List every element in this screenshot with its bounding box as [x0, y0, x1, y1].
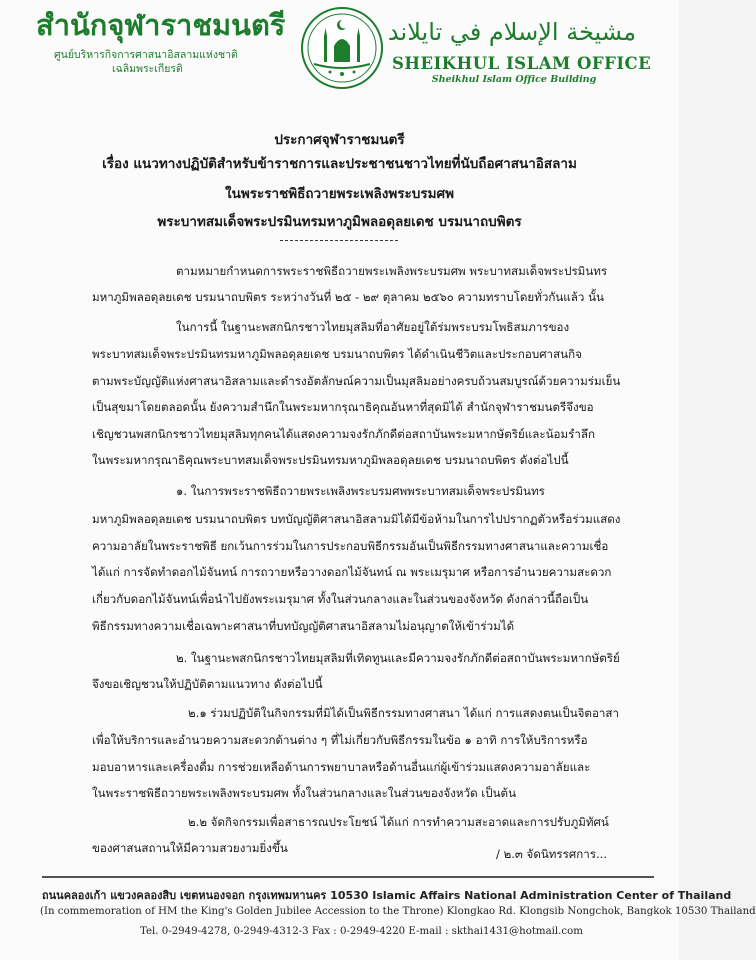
- paragraph-line: ๑. ในการพระราชพิธีถวายพระเพลิงพระบรมศพพระบาทสมเด็จพระปรมินทร: [176, 484, 545, 498]
- footer-divider: [42, 876, 654, 878]
- footer-address: ถนนคลองเก้า แขวงคลองสิบ เขตหนองจอก กรุงเทพมหานคร 10530 Islamic Affairs National Administration Center of Thailand: [42, 889, 732, 902]
- org-building-english: Sheikhul Islam Office Building: [431, 74, 597, 85]
- paragraph-line: ๒.๑ ร่วมปฏิบัติในกิจกรรมที่มิได้เป็นพิธีกรรมทางศาสนา ได้แก่ การแสดงตนเป็นจิตอาสา: [188, 706, 620, 720]
- paragraph-line: มหาภูมิพลอดุลยเดช บรมนาถบพิตร บทบัญญัติศาสนาอิสลามมิได้มีข้อห้ามในการไปปรากฏตัวหรือร่วมแสดง: [92, 512, 621, 526]
- org-subtitle-thai-2: เฉลิมพระเกียรติ: [112, 63, 183, 75]
- paragraph-line: ตามหมายกำหนดการพระราชพิธีถวายพระเพลิงพระบรมศพ พระบาทสมเด็จพระปรมินทร: [176, 264, 608, 278]
- paragraph-line: มอบอาหารและเครื่องดื่ม การช่วยเหลือด้านการพยาบาลหรือด้านอื่นแก่ผู้เข้าร่วมแสดงความอาลัยและ: [92, 760, 591, 774]
- paragraph-line: เชิญชวนพสกนิกรชาวไทยมุสลิมทุกคนได้แสดงความจงรักภักดีต่อสถาบันพระมหากษัตริย์และน้อมรำลึก: [92, 427, 595, 441]
- arabic-calligraphy-logo: [387, 10, 637, 52]
- paragraph-line: พิธีกรรมทางความเชื่อเฉพาะศาสนาที่บทบัญญัติศาสนาอิสลามไม่อนุญาตให้เข้าร่วมได้: [92, 619, 515, 633]
- paragraph-line: ๒.๒ จัดกิจกรรมเพื่อสาธารณประโยชน์ ได้แก่ การทำความสะอาดและการปรับภูมิทัศน์: [188, 815, 609, 829]
- paragraph-line: มหาภูมิพลอดุลยเดช บรมนาถบพิตร ระหว่างวันที่ ๒๕ - ๒๙ ตุลาคม ๒๕๖๐ ความทราบโดยทั่วกันแล้ว นั้น: [92, 290, 604, 304]
- paragraph-line: ในพระราชพิธีถวายพระเพลิงพระบรมศพ ทั้งในส่วนกลางและในส่วนของจังหวัด เป็นต้น: [92, 786, 516, 800]
- heading-divider: [280, 240, 398, 241]
- paragraph-line: พระบาทสมเด็จพระปรมินทรมหาภูมิพลอดุลยเดช บรมนาถบพิตร ได้ดำเนินชีวิตและประกอบศาสนกิจ: [92, 347, 582, 361]
- footer-commemoration: (In commemoration of HM the King's Golden Jubilee Accession to the Throne) Klongkao Rd. Klongsib Nongchok, Bangkok 10530 Thailand: [40, 906, 756, 917]
- paragraph-line: เป็นสุขมาโดยตลอดนั้น ยังความสำนึกในพระมหากรุณาธิคุณอันหาที่สุดมิได้ สำนักจุฬาราชมนตรีจึงขอ: [92, 400, 594, 414]
- org-subtitle-thai: ศูนย์บริหารกิจการศาสนาอิสลามแห่งชาติ: [54, 49, 238, 61]
- paragraph-line: ความอาลัยในพระราชพิธี ยกเว้นการร่วมในการประกอบพิธีกรรมอันเป็นพิธีกรรมทางศาสนาและความเชื่อ: [92, 539, 609, 553]
- paragraph-line: ในพระมหากรุณาธิคุณพระบาทสมเด็จพระปรมินทรมหาภูมิพลอดุลยเดช บรมนาถบพิตร ดังต่อไปนี้: [92, 453, 569, 467]
- org-name-thai: สำนักจุฬาราชมนตรี: [36, 8, 286, 42]
- paragraph-line: ในการนี้ ในฐานะพสกนิกรชาวไทยมุสลิมที่อาศัยอยู่ใต้ร่มพระบรมโพธิสมภารของ: [176, 320, 570, 334]
- org-name-english: SHEIKHUL ISLAM OFFICE: [392, 54, 652, 73]
- paragraph-line: ๒. ในฐานะพสกนิกรชาวไทยมุสลิมที่เทิดทูนและมีความจงรักภักดีต่อสถาบันพระมหากษัตริย์: [176, 651, 620, 665]
- arabic-calligraphy: مشيخة الإسلام في تايلاند: [387, 18, 637, 46]
- paragraph-line: เพื่อให้บริการและอำนวยความสะดวกด้านต่าง ๆ ที่ไม่เกี่ยวกับพิธีกรรมในข้อ ๑ อาทิ การให้บริการหรือ: [92, 733, 588, 747]
- subject-line-2: ในพระราชพิธีถวายพระเพลิงพระบรมศพ: [225, 186, 454, 202]
- paragraph-line: ตามพระบัญญัติแห่งศาสนาอิสลามและดำรงอัตลักษณ์ความเป็นมุสลิมอย่างครบถ้วนสมบูรณ์ด้วยความร่มเย็น: [92, 374, 621, 388]
- mosque-emblem-icon: [300, 6, 384, 90]
- paragraph-line: จึงขอเชิญชวนให้ปฏิบัติตามแนวทาง ดังต่อไปนี้: [92, 677, 323, 691]
- paragraph-line: เกี่ยวกับดอกไม้จันทน์เพื่อนำไปยังพระเมรุมาศ ทั้งในส่วนกลางและในส่วนของจังหวัด ดังกล่าวนี้ถือเป็น: [92, 592, 589, 606]
- paragraph-line: ได้แก่ การจัดทำดอกไม้จันทน์ การถวายหรือวางดอกไม้จันทน์ ณ พระเมรุมาศ หรือการอำนวยความสะดวก: [92, 565, 612, 579]
- footer-contact: Tel. 0-2949-4278, 0-2949-4312-3 Fax : 0-2949-4220 E-mail : skthai1431@hotmail.com: [140, 926, 583, 937]
- subject-line: เรื่อง แนวทางปฏิบัติสำหรับข้าราชการและประชาชนชาวไทยที่นับถือศาสนาอิสลาม: [102, 156, 577, 172]
- subject-line-3: พระบาทสมเด็จพระปรมินทรมหาภูมิพลอดุลยเดช บรมนาถบพิตร: [157, 214, 522, 230]
- paragraph-line: ของศาสนสถานให้มีความสวยงามยิ่งขึ้น: [92, 841, 288, 855]
- announcement-title: ประกาศจุฬาราชมนตรี: [274, 132, 405, 148]
- continued-note: / ๒.๓ จัดนิทรรศการ...: [496, 847, 608, 861]
